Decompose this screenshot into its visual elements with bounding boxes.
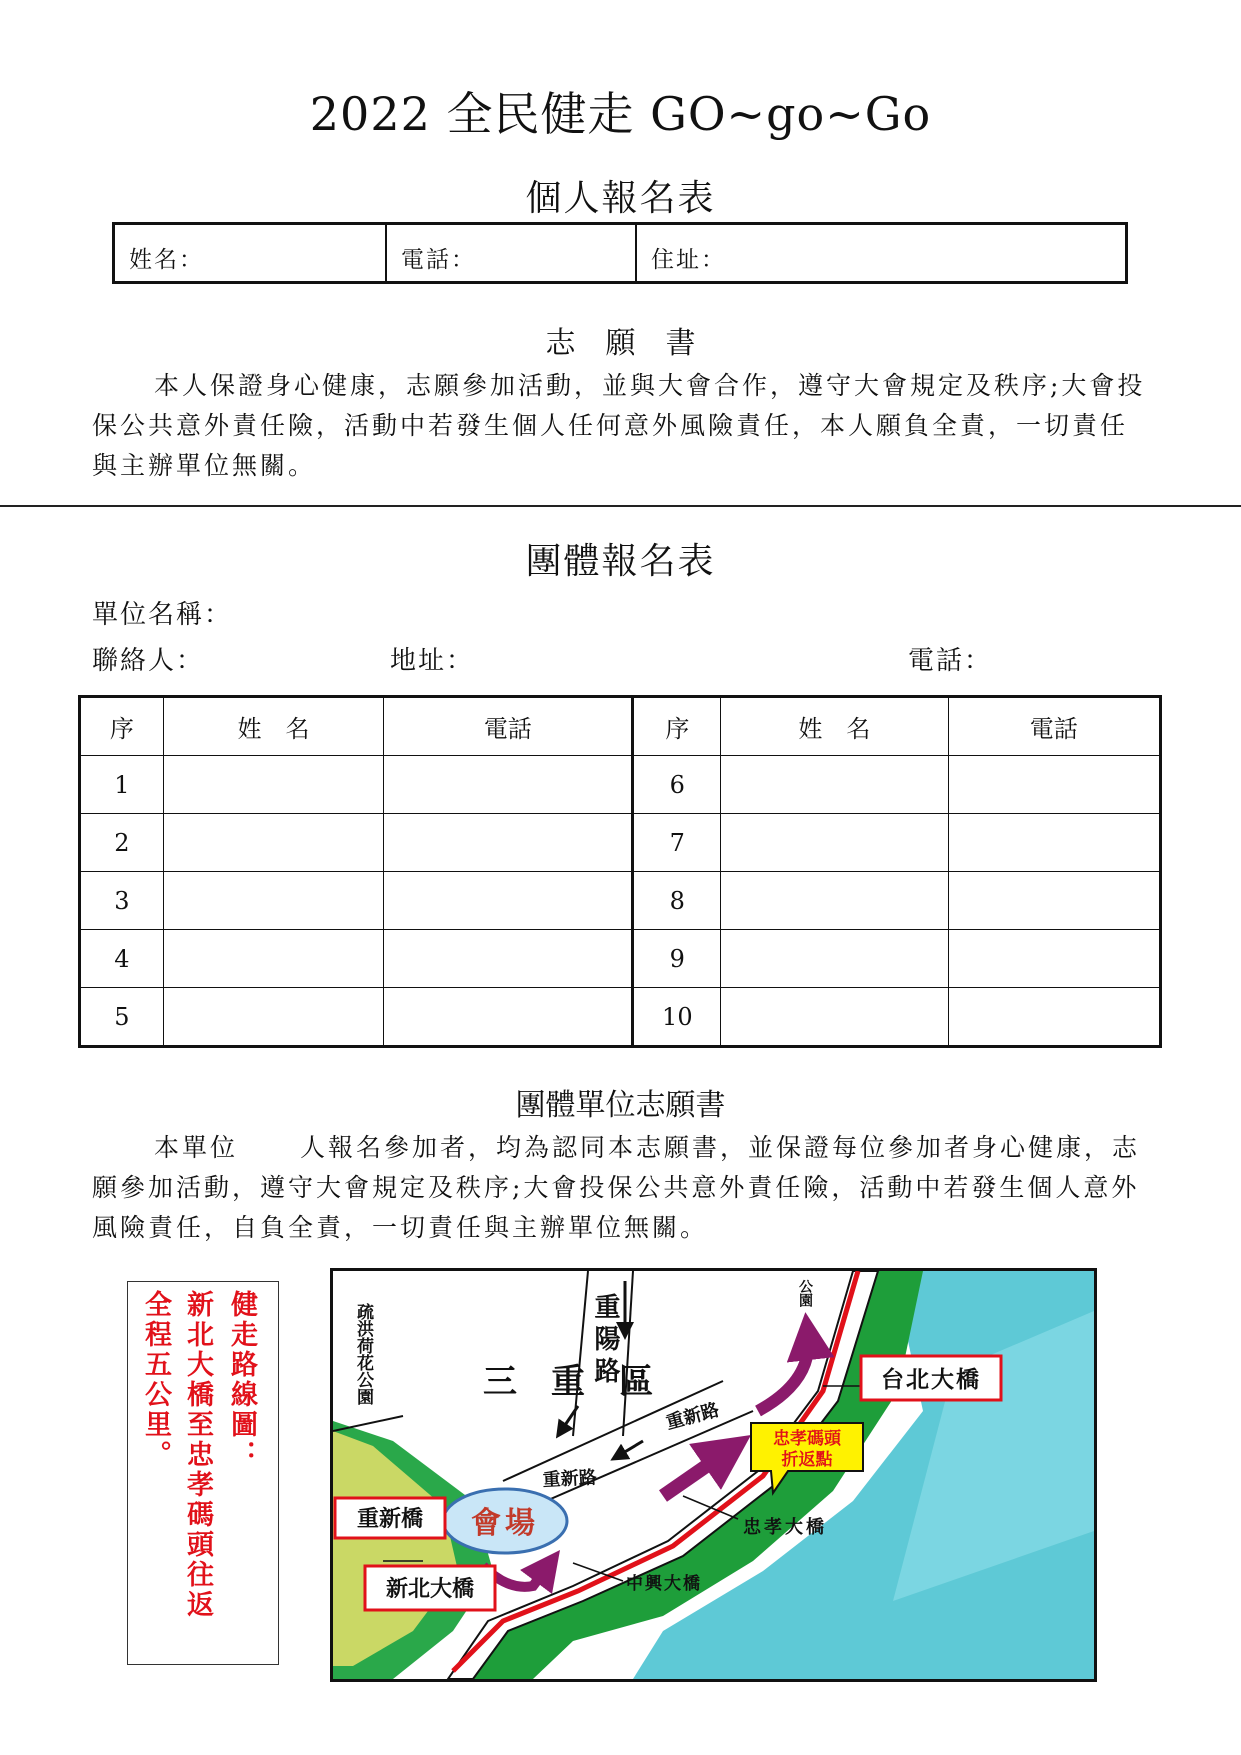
park-top-label: 公園 (797, 1279, 813, 1307)
table-row (80, 814, 1161, 872)
zhongxiao-bridge-label: 忠孝大橋 (743, 1517, 827, 1538)
road-vertical-label: 重陽路 (590, 1293, 620, 1389)
name-cell[interactable] (721, 756, 948, 814)
section-divider (0, 505, 1241, 507)
road-label-1: 重新路 (542, 1467, 598, 1491)
unit-name-label: 單位名稱： (92, 600, 233, 630)
name-cell[interactable] (721, 988, 948, 1047)
group-waiver-heading: 團體單位志願書 (515, 1088, 726, 1123)
row-number: 1 (80, 756, 164, 814)
phone-cell[interactable] (384, 814, 633, 872)
group-member-table (78, 695, 1162, 1048)
park-left-label: 疏洪荷花公園 (353, 1303, 373, 1405)
individual-form-heading: 個人報名表 (525, 178, 716, 219)
row-number: 5 (80, 988, 164, 1047)
page-title: 2022 全民健走 GO~go~Go (309, 87, 932, 141)
phone-cell[interactable] (948, 756, 1160, 814)
phone-cell[interactable] (384, 988, 633, 1047)
row-number: 2 (80, 814, 164, 872)
individual-waiver-body: 本人保證身心健康，志願參加活動，並與大會合作，遵守大會規定及秩序;大會投保公共意外責任險，活動中若發生個人任何意外風險責任，本人願負全責，一切責任與主辦單位無關。 (92, 371, 1146, 480)
header-name: 姓 名 (721, 697, 948, 756)
phone-cell[interactable] (384, 756, 633, 814)
xinbei-bridge-label: 新北大橋 (385, 1577, 475, 1602)
name-field[interactable]: 姓名： (115, 225, 387, 281)
name-cell[interactable] (721, 930, 948, 988)
road-left-line (333, 1416, 403, 1431)
chongxin-bridge-label: 重新橋 (356, 1507, 424, 1532)
phone-cell[interactable] (384, 930, 633, 988)
individual-waiver-heading: 志 願 書 (545, 326, 696, 361)
contact-label: 聯絡人： (92, 646, 205, 676)
row-number: 8 (633, 872, 721, 930)
phone-cell[interactable] (948, 930, 1160, 988)
zhongxing-bridge-label: 中興大橋 (626, 1574, 702, 1594)
table-row (80, 988, 1161, 1047)
row-number: 9 (633, 930, 721, 988)
header-seq: 序 (633, 697, 721, 756)
name-cell[interactable] (163, 872, 383, 930)
phone-cell[interactable] (384, 872, 633, 930)
route-arrow-outbound (663, 1451, 728, 1496)
turnaround-line-1: 忠孝碼頭 (773, 1429, 841, 1449)
name-cell[interactable] (163, 814, 383, 872)
route-line-3: 全程五公里。 (140, 1290, 171, 1470)
table-row (80, 756, 1161, 814)
route-line-1: 健走路線圖： (226, 1290, 257, 1470)
individual-waiver-text (92, 366, 1152, 486)
row-number: 10 (633, 988, 721, 1047)
group-waiver-lead: 本單位 (154, 1133, 239, 1162)
header-name: 姓 名 (163, 697, 383, 756)
route-description-box (127, 1281, 279, 1665)
header-phone: 電話 (384, 697, 633, 756)
group-address-label: 地址： (390, 646, 475, 676)
address-field[interactable]: 住址： (651, 247, 726, 273)
row-number: 6 (633, 756, 721, 814)
route-map (330, 1268, 1097, 1682)
turnaround-line-2: 折返點 (781, 1450, 833, 1470)
name-cell[interactable] (163, 756, 383, 814)
phone-cell[interactable] (948, 988, 1160, 1047)
district-label: 三 重 區 (483, 1362, 653, 1402)
table-row (80, 872, 1161, 930)
venue-label: 會場 (471, 1506, 539, 1541)
route-line-2: 新北大橋至忠孝碼頭往返 (182, 1290, 213, 1620)
taipei-bridge-label: 台北大橋 (881, 1367, 981, 1393)
table-header-row (80, 697, 1161, 756)
phone-cell[interactable] (948, 872, 1160, 930)
name-cell[interactable] (163, 988, 383, 1047)
header-seq: 序 (80, 697, 164, 756)
row-number: 7 (633, 814, 721, 872)
route-arrow-to-park (758, 1336, 808, 1411)
name-cell[interactable] (721, 814, 948, 872)
phone-cell[interactable] (948, 814, 1160, 872)
phone-field[interactable]: 電話： (387, 225, 637, 281)
table-row (80, 930, 1161, 988)
arrow-down-left (618, 1441, 643, 1456)
row-number: 3 (80, 872, 164, 930)
row-number: 4 (80, 930, 164, 988)
group-waiver-text (92, 1128, 1152, 1248)
route-map-graphic (333, 1271, 1094, 1679)
group-waiver-body: 人報名參加者，均為認同本志願書，並保證每位參加者身心健康，志願參加活動，遵守大會規定及秩序;大會投保公共意外責任險，活動中若發生個人意外風險責任，自負全責，一切責任與主辦單位無關。 (92, 1133, 1141, 1242)
road-label-2: 重新路 (663, 1399, 722, 1434)
name-cell[interactable] (163, 930, 383, 988)
header-phone: 電話 (948, 697, 1160, 756)
individual-info-box (112, 222, 1128, 284)
name-cell[interactable] (721, 872, 948, 930)
group-form-heading: 團體報名表 (525, 541, 716, 582)
group-phone-label: 電話： (908, 646, 993, 676)
